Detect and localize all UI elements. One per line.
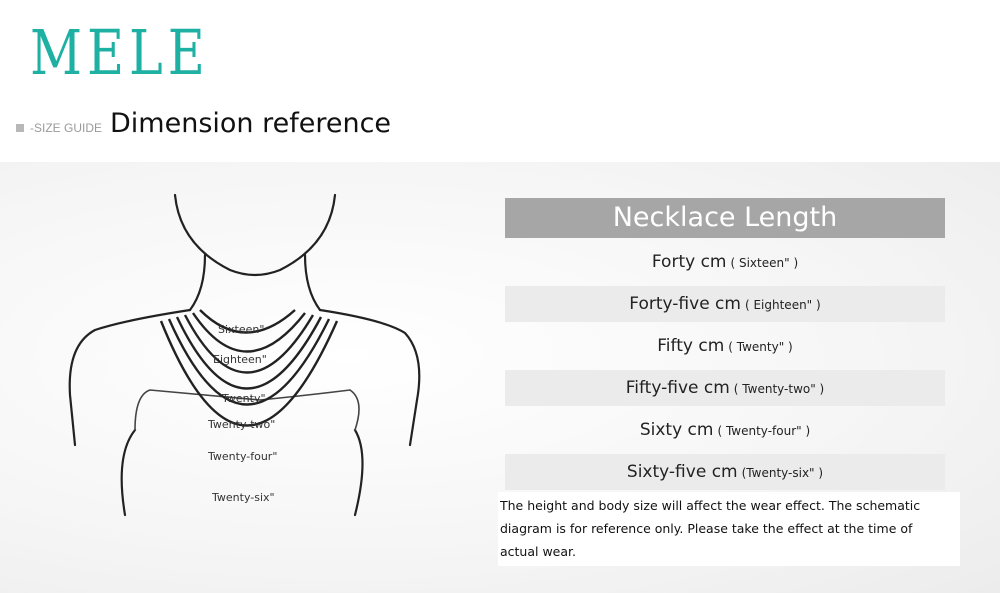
table-row [505, 454, 945, 490]
length-cm: Fifty-five cm [625, 378, 730, 398]
necklace-figure [55, 185, 435, 525]
table-row [505, 244, 945, 280]
table-title: Necklace Length [505, 198, 945, 238]
length-inch: ( Twenty" ) [728, 340, 793, 354]
length-cm: Sixty cm [639, 420, 714, 440]
length-cm: Sixty-five cm [626, 462, 738, 482]
chain-label-twenty-four: Twenty-four" [208, 450, 278, 463]
length-cm: Forty-five cm [629, 294, 741, 314]
length-cm: Fifty cm [657, 336, 725, 356]
brand-logo: MELE [30, 16, 210, 89]
note-line: The height and body size will affect the wear effect. The schematic [500, 498, 921, 513]
chain-label-sixteen: Sixteen" [218, 323, 265, 336]
table-row [505, 370, 945, 406]
note-line: diagram is for reference only. Please take the effect at the time of [500, 521, 913, 536]
length-inch: ( Twenty-four" ) [717, 424, 811, 438]
table-row [505, 328, 945, 364]
disclaimer-note [498, 492, 960, 566]
length-inch: (Twenty-six" ) [741, 466, 824, 480]
chain-label-eighteen: Eighteen" [213, 353, 267, 366]
length-cm: Forty cm [651, 252, 727, 272]
size-guide-tag: -SIZE GUIDE [30, 121, 103, 135]
length-inch: ( Twenty-two" ) [733, 382, 825, 396]
chain-label-twenty-six: Twenty-six" [212, 491, 275, 504]
chain-label-twenty-two: Twenty-two" [208, 418, 276, 431]
size-guide-heading [16, 108, 391, 139]
length-inch: ( Sixteen" ) [730, 256, 799, 270]
page-title: Dimension reference [110, 108, 392, 139]
note-line: actual wear. [500, 544, 577, 559]
chain-label-twenty: Twenty" [222, 392, 266, 405]
necklace-length-table [505, 198, 945, 490]
table-row [505, 286, 945, 322]
length-inch: ( Eighteen" ) [744, 298, 821, 312]
bullet-icon [16, 124, 24, 132]
table-row [505, 412, 945, 448]
